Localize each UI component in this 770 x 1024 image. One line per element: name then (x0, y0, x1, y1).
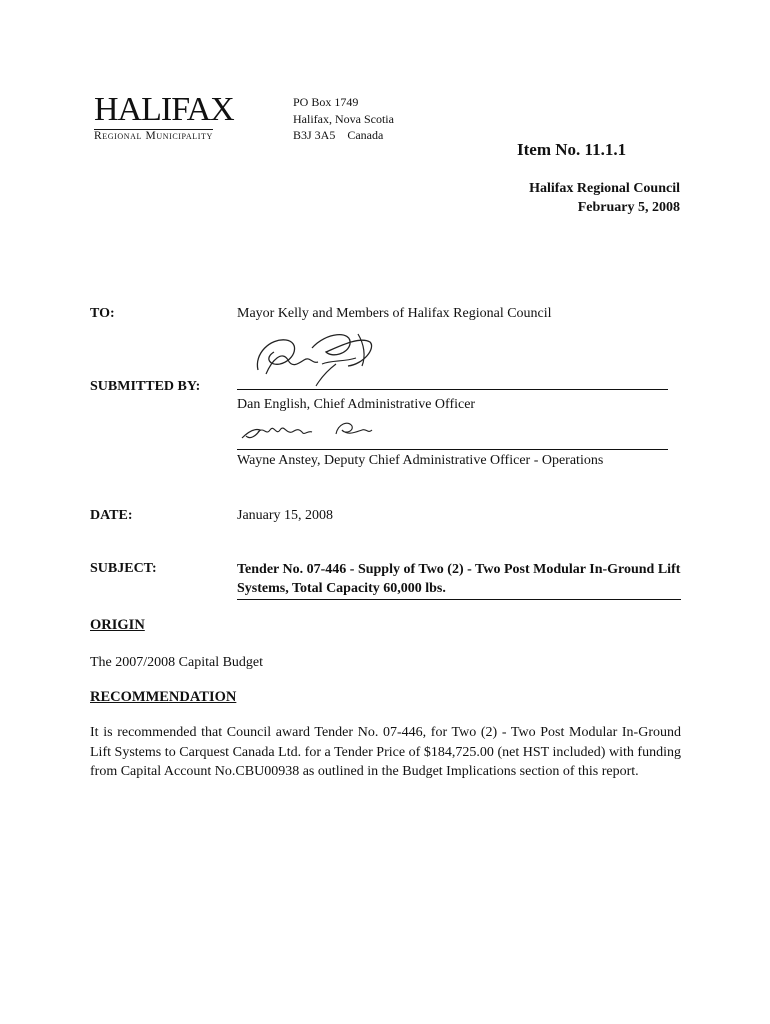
signature-wayne-anstey (238, 418, 378, 444)
date-value: January 15, 2008 (237, 508, 334, 523)
subject-label: SUBJECT: (90, 561, 157, 576)
recommendation-heading: RECOMMENDATION (90, 689, 237, 705)
meeting-info (529, 179, 680, 217)
origin-heading: ORIGIN (90, 617, 145, 633)
signature-dan-english (252, 330, 382, 388)
to-label: TO: (90, 306, 115, 321)
logo-wordmark: HALIFAX (94, 91, 234, 128)
halifax-logo (92, 92, 244, 144)
meeting-body: Halifax Regional Council (529, 181, 680, 196)
address-line: PO Box 1749 (293, 95, 359, 109)
meeting-date: February 5, 2008 (577, 200, 680, 215)
recommendation-text: It is recommended that Council award Tender No. 07-446, for Two (2) - Two Post Modular In-Ground Lift Systems to Carquest Canada Ltd. for a Tender Price of $184,725.00 (net HST included) with funding from Capital Account No.CBU00938 as outlined in the Budget Implications section of this report. (90, 725, 681, 779)
subject-value: Tender No. 07-446 - Supply of Two (2) - Two Post Modular In-Ground Lift Systems, Total Capacity 60,000 lbs. (237, 560, 681, 600)
signatory-deputy-cao: Wayne Anstey, Deputy Chief Administrative Officer - Operations (237, 453, 604, 468)
origin-text: The 2007/2008 Capital Budget (90, 655, 264, 670)
to-value: Mayor Kelly and Members of Halifax Regional Council (237, 306, 552, 321)
mailing-address (293, 94, 394, 144)
item-number: Item No. 11.1.1 (517, 140, 627, 159)
address-line: B3J 3A5 Canada (293, 128, 384, 142)
address-line: Halifax, Nova Scotia (293, 111, 394, 126)
submitted-by-label: SUBMITTED BY: (90, 379, 201, 394)
signature-line (237, 389, 668, 390)
signatory-cao: Dan English, Chief Administrative Officer (237, 397, 476, 412)
signature-line (237, 449, 668, 450)
date-label: DATE: (90, 508, 133, 523)
logo-subtitle: Regional Municipality (94, 130, 213, 142)
